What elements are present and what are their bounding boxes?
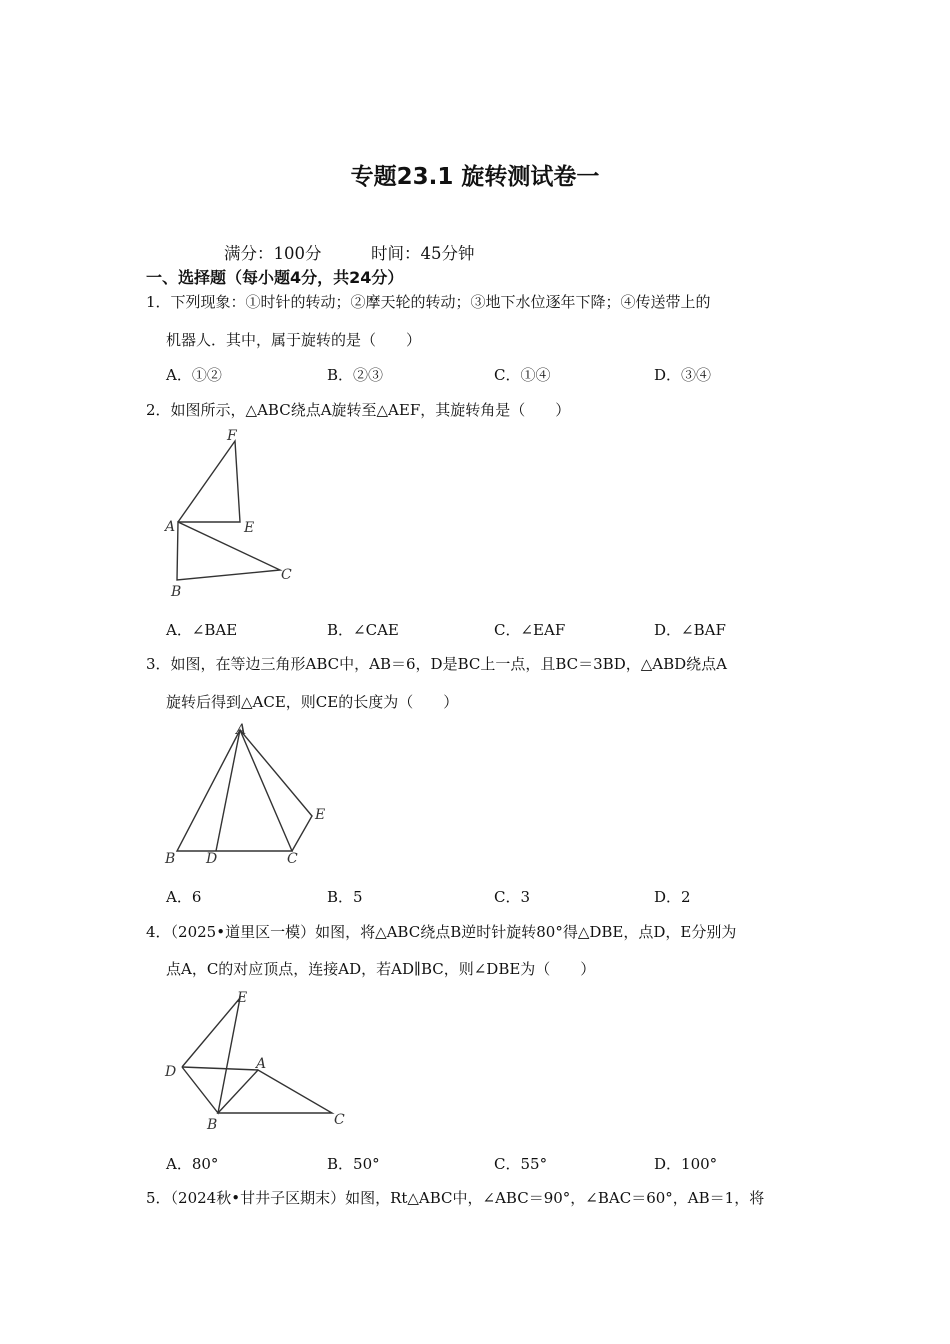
q3-option-a: A．6: [166, 888, 202, 906]
triangle-abc: [177, 730, 292, 851]
q4-figure: [160, 985, 360, 1135]
q1-option-c: C．①④: [494, 366, 551, 384]
q2-line1: 2．如图所示，△ABC绕点A旋转至△AEF，其旋转角是（ ）: [146, 401, 571, 419]
q3-line2: 旋转后得到△ACE，则CE的长度为（ ）: [166, 693, 459, 711]
q3-option-b: B．5: [327, 888, 363, 906]
q4-line1: 4．（2025•道里区一模）如图，将△ABC绕点B逆时针旋转80°得△DBE，点D，E分别为: [146, 923, 737, 941]
label-c: C: [287, 851, 298, 867]
q4-option-b: B．50°: [327, 1155, 380, 1173]
q4-option-a: A．80°: [166, 1155, 219, 1173]
label-a: A: [165, 519, 176, 535]
label-d: D: [206, 851, 218, 867]
q2-option-c: C．∠EAF: [494, 621, 566, 639]
triangle-abc: [218, 1070, 332, 1113]
triangle-aef: [178, 441, 240, 522]
label-b: B: [207, 1117, 218, 1133]
label-a: A: [236, 722, 247, 738]
page-title: 专题23.1 旋转测试卷一: [350, 164, 600, 190]
segment-ad: [182, 1067, 258, 1070]
label-b: B: [165, 851, 176, 867]
label-c: C: [334, 1112, 345, 1128]
time-limit: 时间：45分钟: [371, 244, 475, 263]
segment-ad: [216, 730, 240, 851]
q3-option-d: D．2: [654, 888, 691, 906]
q2-option-a: A．∠BAE: [166, 621, 238, 639]
triangle-dbe: [182, 998, 240, 1113]
q1-line2: 机器人．其中，属于旋转的是（ ）: [166, 331, 422, 349]
label-d: D: [165, 1064, 177, 1080]
q1-option-d: D．③④: [654, 366, 712, 384]
label-e: E: [244, 520, 255, 536]
label-c: C: [281, 567, 292, 583]
q1-option-a: A．①②: [166, 366, 222, 384]
q4-option-d: D．100°: [654, 1155, 718, 1173]
q3-line1: 3．如图，在等边三角形ABC中，AB＝6，D是BC上一点，且BC＝3BD，△ABD绕点A: [146, 655, 727, 673]
q2-option-b: B．∠CAE: [327, 621, 399, 639]
label-f: F: [227, 428, 237, 444]
section-heading: 一、选择题（每小题4分，共24分）: [146, 268, 404, 287]
label-a: A: [256, 1056, 267, 1072]
label-e: E: [237, 990, 248, 1006]
label-b: B: [171, 584, 182, 600]
triangle-ace: [240, 730, 312, 851]
q4-option-c: C．55°: [494, 1155, 548, 1173]
q2-figure: [160, 420, 310, 605]
q5-line1: 5．（2024秋•甘井子区期末）如图，Rt△ABC中，∠ABC＝90°，∠BAC＝60°，AB＝1，将: [146, 1189, 765, 1207]
q1-option-b: B．②③: [327, 366, 384, 384]
label-e: E: [315, 807, 326, 823]
q2-option-d: D．∠BAF: [654, 621, 726, 639]
triangle-abc: [177, 522, 280, 580]
q4-line2: 点A，C的对应顶点，连接AD，若AD∥BC，则∠DBE为（ ）: [166, 960, 596, 978]
q3-option-c: C．3: [494, 888, 531, 906]
full-score: 满分：100分: [224, 244, 322, 263]
q1-line1: 1．下列现象：①时针的转动；②摩天轮的转动；③地下水位逐年下降；④传送带上的: [146, 293, 711, 311]
q3-figure: [160, 718, 340, 873]
